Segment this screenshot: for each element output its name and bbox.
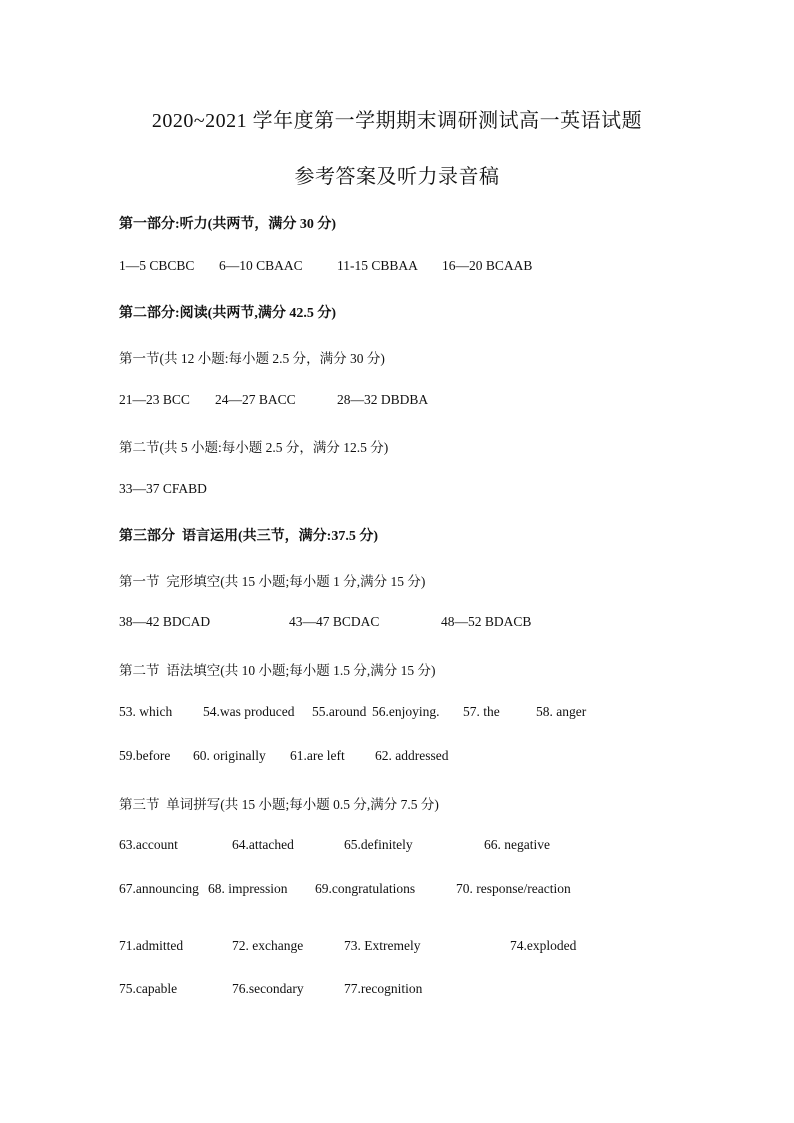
- answer-item: 73. Extremely: [344, 938, 421, 953]
- answer-group: 16—20 BCAAB: [442, 258, 533, 273]
- answer-item: 60. originally: [193, 748, 266, 763]
- answer-group: 24—27 BACC: [215, 392, 296, 407]
- answer-item: 63.account: [119, 837, 178, 852]
- answer-item: 57. the: [463, 704, 500, 719]
- answer-group: 28—32 DBDBA: [337, 392, 429, 407]
- answer-item: 53. which: [119, 704, 173, 719]
- answer-item: 74.exploded: [510, 938, 577, 953]
- answer-item: 54.was produced: [203, 704, 295, 719]
- answer-item: 72. exchange: [232, 938, 304, 953]
- part2-section2-heading: 第二节(共 5 小题:每小题 2.5 分，满分 12.5 分): [119, 440, 389, 455]
- answer-group: 21—23 BCC: [119, 392, 190, 407]
- answer-item: 71.admitted: [119, 938, 184, 953]
- answer-item: 55.around: [312, 704, 367, 719]
- part3-heading: 第三部分 语言运用(共三节，满分:37.5 分): [119, 529, 378, 544]
- answer-group: 1—5 CBCBC: [119, 258, 195, 273]
- answer-group: 11-15 CBBAA: [337, 258, 418, 273]
- answer-item: 67.announcing: [119, 881, 199, 896]
- answer-item: 70. response/reaction: [456, 881, 571, 896]
- answer-group: 38—42 BDCAD: [119, 614, 211, 629]
- answer-item: 56.enjoying.: [372, 704, 440, 719]
- answer-group: 43—47 BCDAC: [289, 614, 380, 629]
- answer-item: 68. impression: [208, 881, 288, 896]
- part1-heading: 第一部分:听力(共两节，满分 30 分): [119, 217, 336, 232]
- part2-heading: 第二部分:阅读(共两节,满分 42.5 分): [119, 306, 336, 321]
- answer-item: 62. addressed: [375, 748, 449, 763]
- answer-item: 66. negative: [484, 837, 550, 852]
- answer-item: 59.before: [119, 748, 171, 763]
- part3-section1-heading: 第一节 完形填空(共 15 小题;每小题 1 分,满分 15 分): [119, 574, 426, 589]
- answer-group: 48—52 BDACB: [441, 614, 532, 629]
- answer-item: 58. anger: [536, 704, 587, 719]
- answer-group: 33—37 CFABD: [119, 481, 207, 496]
- answer-item: 75.capable: [119, 981, 178, 996]
- document-title: 2020~2021 学年度第一学期期末调研测试高一英语试题: [151, 110, 643, 132]
- part2-section1-heading: 第一节(共 12 小题:每小题 2.5 分，满分 30 分): [119, 351, 385, 366]
- answer-item: 77.recognition: [344, 981, 423, 996]
- answer-item: 76.secondary: [232, 981, 304, 996]
- document-subtitle: 参考答案及听力录音稿: [294, 166, 500, 188]
- part3-section2-heading: 第二节 语法填空(共 10 小题;每小题 1.5 分,满分 15 分): [119, 663, 436, 678]
- answer-item: 65.definitely: [344, 837, 413, 852]
- answer-group: 6—10 CBAAC: [219, 258, 303, 273]
- answer-item: 69.congratulations: [315, 881, 416, 896]
- answer-item: 64.attached: [232, 837, 294, 852]
- answer-item: 61.are left: [290, 748, 345, 763]
- part3-section3-heading: 第三节 单词拼写(共 15 小题;每小题 0.5 分,满分 7.5 分): [119, 797, 439, 812]
